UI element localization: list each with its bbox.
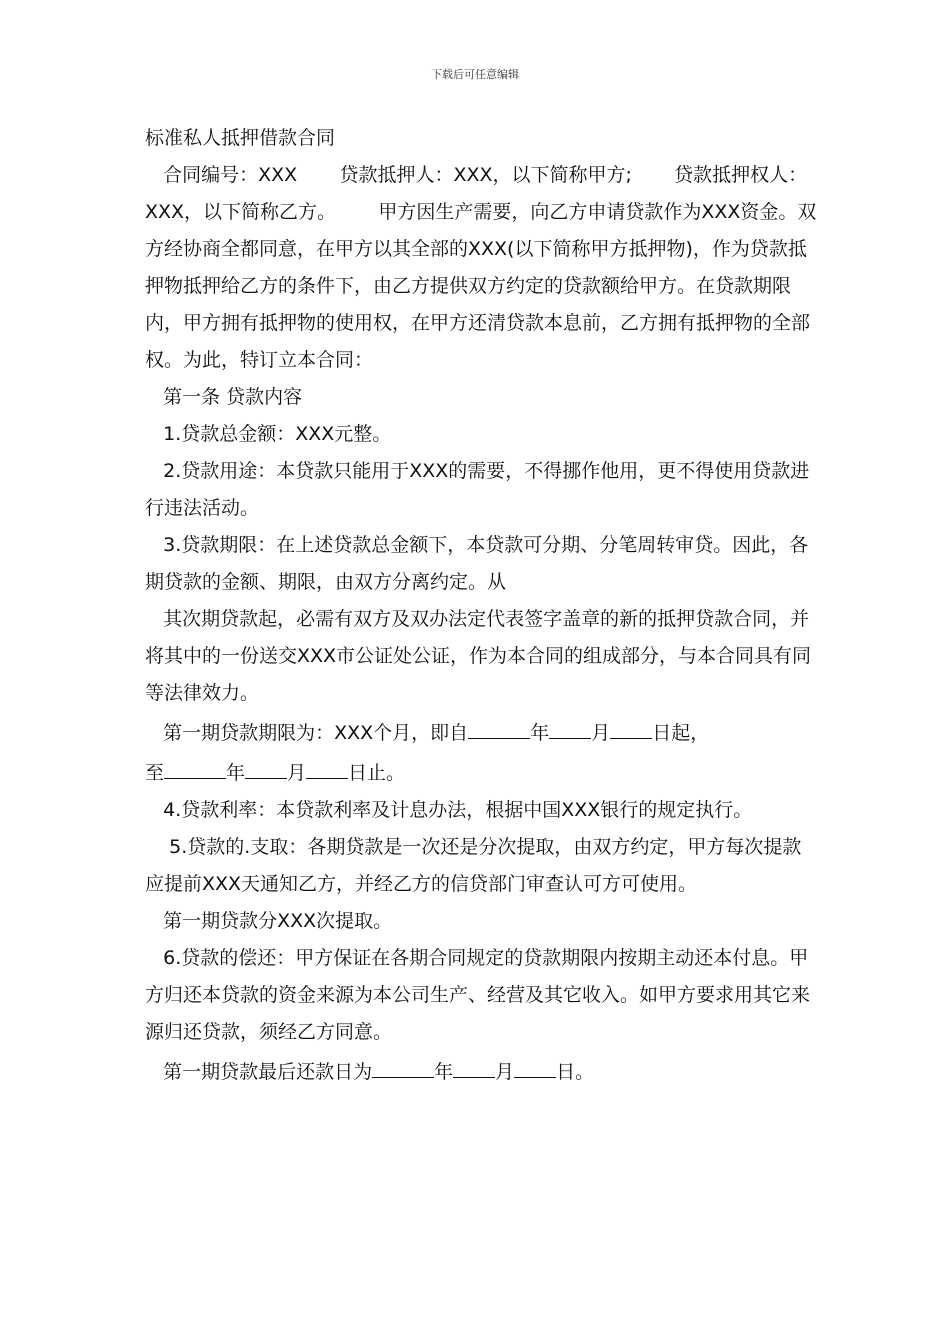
day-from-label: 日起， — [652, 722, 710, 744]
day-to-label: 日止。 — [348, 762, 406, 784]
repay-day-blank[interactable] — [514, 1051, 556, 1078]
month-label: 月 — [591, 722, 611, 744]
page-header-note: 下载后可任意编辑 — [431, 68, 519, 81]
item-4-interest-rate: 4.贷款利率：本贷款利率及计息办法，根据中国XXX银行的规定执行。 — [145, 799, 753, 821]
repay-label: 第一期贷款最后还款日为 — [145, 1061, 373, 1083]
first-withdrawal-line: 第一期贷款分XXX次提取。 — [145, 910, 393, 932]
first-term-line — [145, 712, 817, 752]
year-label: 年 — [530, 722, 550, 744]
term-to-label: 至 — [145, 762, 165, 784]
intro-paragraph: 合同编号：XXX 贷款抵押人：XXX，以下简称甲方; 贷款抵押权人：XXX，以下简称乙方。 甲方因生产需要，向乙方申请贷款作为XXX资金。双方经协商全都同意，在甲方以其全部的XXX(以下简称甲方抵押物)，作为贷款抵押物抵押给乙方的条件下，由乙方提供双方约定的贷款额给甲方。在贷款期限内，甲方拥有抵押物的使用权，在甲方还清贷款本息前，乙方拥有抵押物的全部权。为此，特订立本合同： — [145, 164, 817, 371]
end-month-blank[interactable] — [245, 752, 287, 779]
term-end-line — [145, 752, 817, 792]
repay-year-blank[interactable] — [372, 1051, 434, 1078]
contract-body — [145, 120, 817, 1091]
end-day-blank[interactable] — [306, 752, 348, 779]
article-1-heading: 第一条 贷款内容 — [145, 386, 303, 408]
repay-month-blank[interactable] — [453, 1051, 495, 1078]
start-year-blank[interactable] — [468, 712, 530, 739]
document-title: 标准私人抵押借款合同 — [145, 127, 336, 149]
first-term-label: 第一期贷款期限为：XXX个月，即自 — [145, 722, 469, 744]
item-6-repayment: 6.贷款的偿还：甲方保证在各期合同规定的贷款期限内按期主动还本付息。甲方归还本贷款的资金来源为本公司生产、经营及其它收入。如甲方要求用其它来源归还贷款，须经乙方同意。 — [145, 947, 811, 1043]
repay-month-label: 月 — [495, 1061, 515, 1083]
item-3-loan-term: 3.贷款期限：在上述贷款总金额下，本贷款可分期、分笔周转审贷。因此，各期贷款的金额、期限，由双方分离约定。从 — [145, 534, 809, 593]
year-label: 年 — [226, 762, 246, 784]
item-3-continuation: 其次期贷款起，必需有双方及双办法定代表签字盖章的新的抵押贷款合同，并将其中的一份送交XXX市公证处公证，作为本合同的组成部分，与本合同具有同等法律效力。 — [145, 608, 812, 704]
item-5-withdrawal: 5.贷款的.支取：各期贷款是一次还是分次提取，由双方约定，甲方每次提款应提前XXX天通知乙方，并经乙方的信贷部门审查认可方可使用。 — [145, 836, 802, 895]
repay-year-label: 年 — [434, 1061, 454, 1083]
start-day-blank[interactable] — [610, 712, 652, 739]
month-label: 月 — [287, 762, 307, 784]
repay-date-line — [145, 1051, 817, 1091]
end-year-blank[interactable] — [164, 752, 226, 779]
item-1-total-amount: 1.贷款总金额：XXX元整。 — [145, 423, 392, 445]
item-2-loan-purpose: 2.贷款用途：本贷款只能用于XXX的需要，不得挪作他用，更不得使用贷款进行违法活动。 — [145, 460, 810, 519]
start-month-blank[interactable] — [549, 712, 591, 739]
repay-day-label: 日。 — [556, 1061, 595, 1083]
